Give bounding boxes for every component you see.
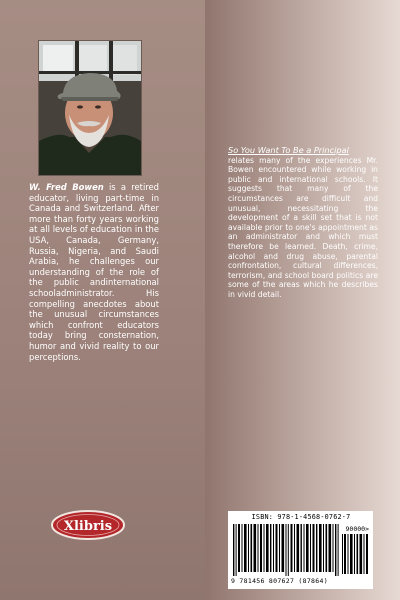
barcode-label	[228, 511, 373, 589]
author-portrait-image	[39, 41, 141, 175]
price-code: 90000>	[345, 525, 369, 533]
author-name: W. Fred Bowen	[29, 182, 104, 192]
barcode-digits: 9 781456 807627 (87864)	[231, 577, 328, 585]
publisher-logo	[50, 509, 126, 541]
publisher-name: Xlibris	[63, 519, 113, 534]
isbn-text: ISBN: 978-1-4568-0762-7	[251, 513, 351, 521]
author-photo	[38, 40, 142, 176]
book-title: So You Want To Be a Principal	[228, 145, 349, 155]
author-bio-text: is a retired educator, living part-time in Canada and Switzerland. After more than forty years working at all levels of education in the USA, Canada, Germany, Russia, Nigeria, and Saudi Arabia, he challenges our understanding of the role of the public andinternational schooladministrator. His compelling anecdotes about the unusual circumstances which confront educators today bring consternation, humor and vivid reality to our perceptions.	[29, 182, 159, 362]
barcode-image	[231, 524, 371, 576]
book-blurb	[228, 146, 378, 300]
book-blurb-text: relates many of the experiences Mr. Bowen encountered while working in public and international schools. It suggests that many of the circumstances are difficult and unusual, necessitating the development of a skill set that is not available prior to one's appointment as an administrator and which must therefore be learned. Death, crime, alcohol and drug abuse, parental confrontation, cultural differences, terrorism, and school board politics are some of the areas which he describes in vivid detail.	[228, 155, 378, 299]
author-bio	[29, 182, 159, 362]
right-panel	[205, 0, 400, 600]
